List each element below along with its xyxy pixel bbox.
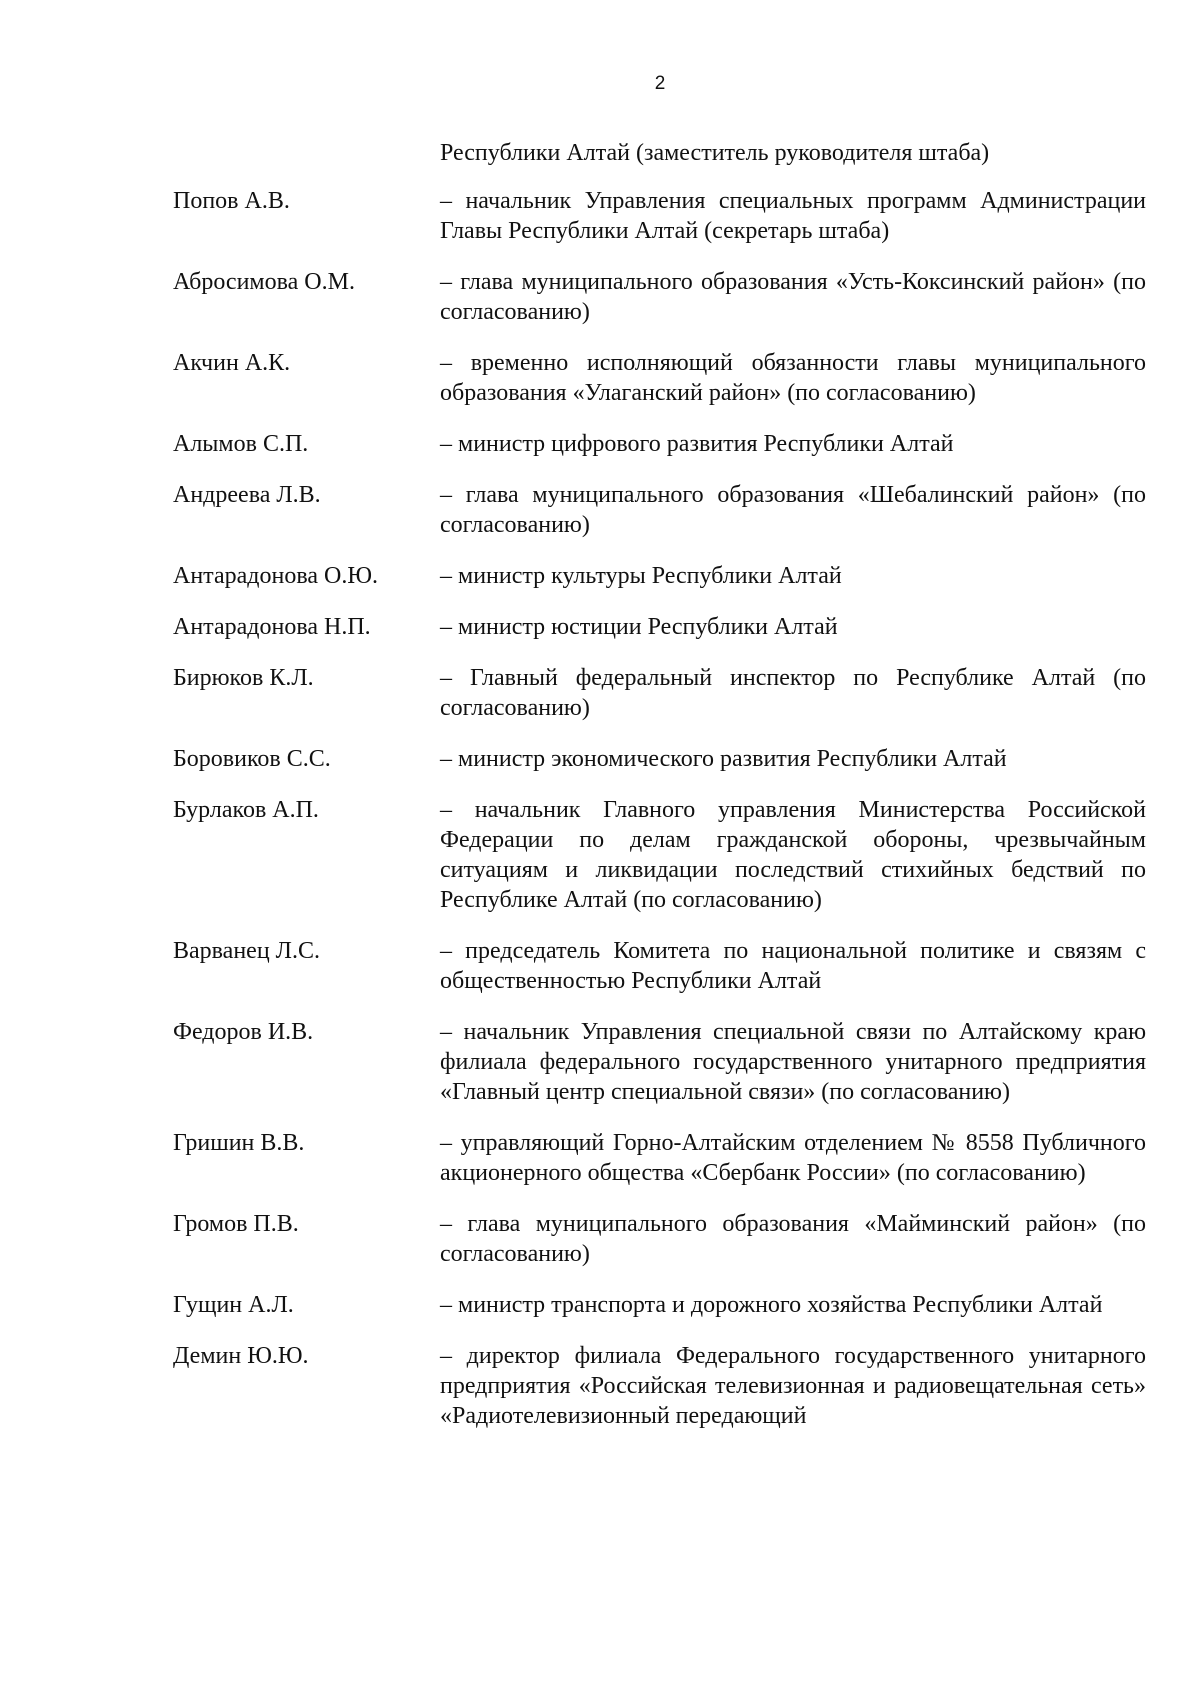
member-role: – временно исполняющий обязанности главы муниципального образования «Улаганский район» (по согласованию) — [440, 350, 1146, 406]
member-role: – глава муниципального образования «Усть-Коксинский район» (по согласованию) — [440, 269, 1146, 325]
list-item — [173, 480, 1146, 540]
member-role: – глава муниципального образования «Шебалинский район» (по согласованию) — [440, 482, 1146, 538]
member-role: – управляющий Горно-Алтайским отделением № 8558 Публичного акционерного общества «Сбербанк России» (по согласованию) — [440, 1130, 1146, 1186]
list-item — [173, 795, 1146, 915]
page-number: 2 — [654, 73, 666, 94]
list-item — [173, 561, 1146, 591]
member-name: Федоров И.В. — [173, 1019, 314, 1045]
member-name: Гущин А.Л. — [173, 1292, 294, 1318]
list-item — [173, 1341, 1146, 1431]
member-role: – начальник Управления специальных программ Администрации Главы Республики Алтай (секретарь штаба) — [440, 188, 1146, 244]
member-role: – министр цифрового развития Республики Алтай — [440, 431, 954, 457]
list-item — [173, 429, 1146, 459]
member-role: – министр экономического развития Республики Алтай — [440, 746, 1007, 772]
list-item — [173, 936, 1146, 996]
member-role: – министр культуры Республики Алтай — [440, 563, 842, 589]
member-name: Бирюков К.Л. — [173, 665, 314, 691]
member-name: Боровиков С.С. — [173, 746, 331, 772]
continuation-text: Республики Алтай (заместитель руководителя штаба) — [440, 140, 990, 166]
member-role: – председатель Комитета по национальной политике и связям с общественностью Республики Алтай — [440, 938, 1146, 994]
member-name: Абросимова О.М. — [173, 269, 355, 295]
member-name: Антарадонова О.Ю. — [173, 563, 378, 589]
member-name: Громов П.В. — [173, 1211, 299, 1237]
member-name: Антарадонова Н.П. — [173, 614, 371, 640]
list-item — [173, 348, 1146, 408]
list-item — [173, 1209, 1146, 1269]
list-item — [173, 1128, 1146, 1188]
member-role: – начальник Управления специальной связи по Алтайскому краю филиала федерального государственного унитарного предприятия «Главный центр специальной связи» (по согласованию) — [440, 1019, 1146, 1105]
list-item — [173, 612, 1146, 642]
list-item — [173, 267, 1146, 327]
member-role: – Главный федеральный инспектор по Республике Алтай (по согласованию) — [440, 665, 1146, 721]
list-item — [173, 186, 1146, 246]
list-item — [173, 1290, 1146, 1320]
list-item — [173, 744, 1146, 774]
member-role: – министр транспорта и дорожного хозяйства Республики Алтай — [440, 1292, 1103, 1318]
member-name: Алымов С.П. — [173, 431, 309, 457]
member-name: Гришин В.В. — [173, 1130, 305, 1156]
member-name: Андреева Л.В. — [173, 482, 321, 508]
list-item — [173, 1017, 1146, 1107]
members-list — [173, 186, 1146, 1452]
list-item — [173, 663, 1146, 723]
member-role: – директор филиала Федерального государственного унитарного предприятия «Российская телевизионная и радиовещательная сеть» «Радиотелевизионный передающий — [440, 1343, 1146, 1429]
member-name: Варванец Л.С. — [173, 938, 320, 964]
member-role: – министр юстиции Республики Алтай — [440, 614, 838, 640]
member-role: – начальник Главного управления Министерства Российской Федерации по делам гражданской обороны, чрезвычайным ситуациям и ликвидации последствий стихийных бедствий по Республике Алтай (по согласованию) — [440, 797, 1146, 913]
member-name: Попов А.В. — [173, 188, 290, 214]
member-role: – глава муниципального образования «Майминский район» (по согласованию) — [440, 1211, 1146, 1267]
member-name: Демин Ю.Ю. — [173, 1343, 309, 1369]
member-name: Акчин А.К. — [173, 350, 291, 376]
member-name: Бурлаков А.П. — [173, 797, 319, 823]
